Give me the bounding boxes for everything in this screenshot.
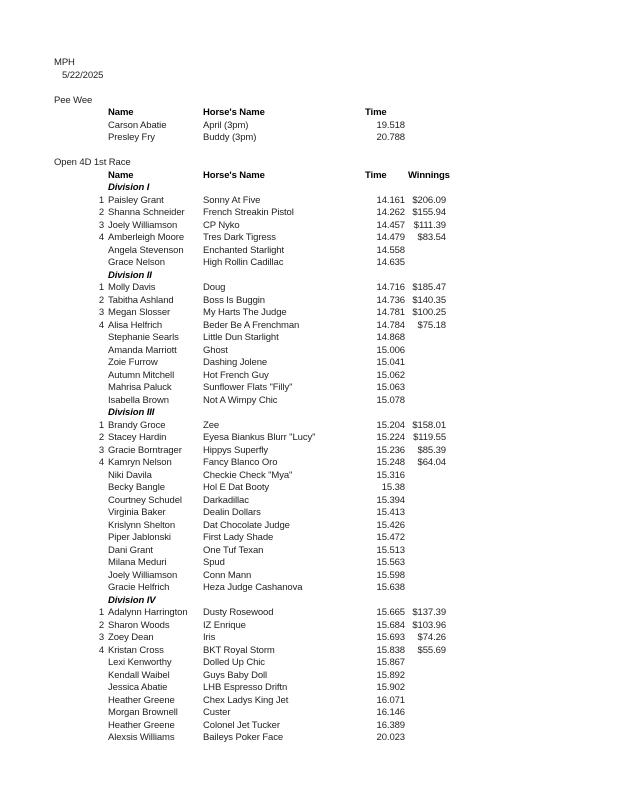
horse-name-cell: Boss Is Buggin: [203, 294, 265, 306]
table-row: [0, 657, 618, 670]
table-row: [0, 307, 618, 320]
place-cell: [0, 182, 104, 195]
winnings-cell: [405, 120, 446, 133]
table-row: [0, 282, 618, 295]
winnings-cell: $155.94: [412, 207, 446, 218]
place-cell: [0, 345, 104, 358]
time-cell: 14.558: [376, 244, 405, 256]
place-cell: [0, 682, 104, 695]
time-cell: 15.394: [376, 494, 405, 506]
horse-name-cell: BKT Royal Storm: [203, 644, 275, 656]
place-cell: 4: [98, 232, 104, 243]
winnings-cell: [405, 520, 446, 533]
time-cell: 16.146: [376, 707, 405, 718]
rider-name-cell: Molly Davis: [108, 282, 156, 293]
place-cell: [0, 570, 104, 583]
horse-name-cell: Ghost: [203, 344, 228, 356]
horse-name-cell: Custer: [203, 707, 231, 718]
time-cell: 14.479: [376, 232, 405, 243]
rider-name-cell: Morgan Brownell: [108, 707, 178, 718]
place-cell: 2: [98, 207, 104, 218]
time-cell: Time: [365, 169, 387, 181]
horse-name-cell: Hot French Guy: [203, 369, 269, 381]
division-row: [0, 407, 618, 420]
rider-name-cell: Heather Greene: [108, 719, 175, 731]
rider-name-cell: Gracie Helfrich: [108, 582, 170, 593]
winnings-cell: $185.47: [412, 282, 446, 293]
horse-name-cell: Horse's Name: [203, 107, 265, 118]
winnings-cell: [405, 257, 446, 270]
place-cell: [0, 107, 104, 120]
place-cell: [0, 132, 104, 145]
time-cell: 15.236: [376, 444, 405, 456]
time-cell: 15.472: [376, 532, 405, 543]
place-cell: [0, 270, 104, 283]
place-cell: [0, 532, 104, 545]
section-title: Open 4D 1st Race: [54, 157, 131, 168]
winnings-cell: [405, 107, 446, 120]
time-cell: 15.598: [376, 569, 405, 581]
winnings-cell: [405, 495, 446, 508]
place-cell: [0, 370, 104, 383]
time-cell: 15.062: [376, 369, 405, 381]
time-cell: 15.063: [376, 382, 405, 393]
horse-name-cell: One Tuf Texan: [203, 544, 264, 556]
place-cell: [0, 170, 104, 183]
time-cell: 15.413: [376, 507, 405, 518]
division-row: [0, 182, 618, 195]
rider-name-cell: Virginia Baker: [108, 507, 166, 518]
winnings-cell: [405, 382, 446, 395]
table-row: [0, 620, 618, 633]
winnings-cell: $111.39: [413, 219, 446, 231]
time-cell: 15.563: [376, 557, 405, 568]
horse-name-cell: IZ Enrique: [203, 619, 246, 631]
table-row: [0, 382, 618, 395]
place-cell: [0, 482, 104, 495]
table-row: [0, 632, 618, 645]
rider-name-cell: Autumn Mitchell: [108, 369, 175, 381]
winnings-cell: [405, 670, 446, 683]
horse-name-cell: My Harts The Judge: [203, 307, 287, 318]
horse-name-cell: Dolled Up Chic: [203, 657, 265, 668]
place-cell: [0, 470, 104, 483]
place-cell: [0, 695, 104, 708]
horse-name-cell: Hol E Dat Booty: [203, 482, 270, 493]
table-row: [0, 432, 618, 445]
winnings-cell: [405, 470, 446, 483]
time-cell: 15.248: [376, 457, 405, 468]
time-cell: 15.684: [376, 619, 405, 631]
place-cell: 1: [98, 607, 104, 618]
time-cell: Time: [365, 107, 387, 118]
time-cell: 15.638: [376, 582, 405, 593]
time-cell: 14.262: [376, 207, 405, 218]
rider-name-cell: Mahrisa Paluck: [108, 382, 172, 393]
rider-name-cell: Niki Davila: [108, 469, 152, 481]
winnings-cell: [405, 720, 446, 733]
horse-name-cell: Colonel Jet Tucker: [203, 719, 280, 731]
rider-name-cell: Kendall Waibel: [108, 669, 170, 681]
table-row: [0, 445, 618, 458]
table-row: [0, 670, 618, 683]
table-row: [0, 507, 618, 520]
winnings-cell: [405, 345, 446, 358]
table-row: [0, 132, 618, 145]
place-cell: 1: [98, 194, 104, 206]
time-cell: 14.784: [376, 319, 405, 331]
table-row: [0, 395, 618, 408]
horse-name-cell: Eyesa Biankus Blurr "Lucy": [203, 432, 316, 443]
place-cell: [0, 520, 104, 533]
horse-name-cell: Heza Judge Cashanova: [203, 582, 303, 593]
table-row: [0, 245, 618, 258]
place-cell: [0, 507, 104, 520]
time-cell: 15.078: [376, 394, 405, 406]
place-cell: [0, 245, 104, 258]
rider-name-cell: Heather Greene: [108, 694, 175, 706]
winnings-cell: $158.01: [412, 419, 446, 431]
winnings-cell: [405, 132, 446, 145]
table-row: [0, 570, 618, 583]
winnings-cell: $83.54: [417, 232, 446, 243]
winnings-cell: $85.39: [417, 444, 446, 456]
place-cell: 3: [98, 219, 104, 231]
table-row: [0, 420, 618, 433]
time-cell: 15.867: [376, 657, 405, 668]
horse-name-cell: Iris: [203, 632, 216, 643]
table-row: [0, 682, 618, 695]
time-cell: 15.513: [376, 544, 405, 556]
winnings-cell: Winnings: [408, 169, 450, 181]
place-cell: [0, 582, 104, 595]
division-row: [0, 270, 618, 283]
horse-name-cell: High Rollin Cadillac: [203, 257, 284, 268]
winnings-cell: [405, 582, 446, 595]
table-row: [0, 695, 618, 708]
place-cell: 3: [98, 444, 104, 456]
table-row: [0, 645, 618, 658]
time-cell: 14.868: [376, 332, 405, 343]
rider-name-cell: Joely Williamson: [108, 219, 178, 231]
winnings-cell: $137.39: [412, 607, 446, 618]
winnings-cell: $74.26: [417, 632, 446, 643]
rider-name-cell: Alexsis Williams: [108, 732, 175, 743]
horse-name-cell: First Lady Shade: [203, 532, 274, 543]
place-cell: 2: [98, 432, 104, 443]
winnings-cell: [405, 695, 446, 708]
place-cell: 2: [98, 294, 104, 306]
table-row: [0, 207, 618, 220]
horse-name-cell: French Streakin Pistol: [203, 207, 294, 218]
rider-name-cell: Gracie Borntrager: [108, 444, 182, 456]
place-cell: [0, 670, 104, 683]
table-row: [0, 320, 618, 333]
rider-name-cell: Zoey Dean: [108, 632, 154, 643]
time-cell: 14.736: [376, 294, 405, 306]
rider-name-cell: Kristan Cross: [108, 644, 164, 656]
horse-name-cell: Checkie Check "Mya": [203, 469, 293, 481]
winnings-cell: [405, 482, 446, 495]
place-cell: [0, 407, 104, 420]
winnings-cell: [405, 545, 446, 558]
rider-name-cell: Presley Fry: [108, 132, 155, 143]
winnings-cell: [405, 732, 446, 745]
time-cell: 19.518: [376, 119, 405, 131]
winnings-cell: [405, 357, 446, 370]
place-cell: [0, 720, 104, 733]
table-row: [0, 195, 618, 208]
rider-name-cell: Megan Slosser: [108, 307, 171, 318]
table-row: [0, 557, 618, 570]
winnings-cell: $206.09: [412, 194, 446, 206]
rider-name-cell: Sharon Woods: [108, 619, 170, 631]
table-row: [0, 470, 618, 483]
rider-name-cell: Dani Grant: [108, 544, 153, 556]
place-cell: 3: [98, 632, 104, 643]
horse-name-cell: Chex Ladys King Jet: [203, 694, 289, 706]
horse-name-cell: Horse's Name: [203, 169, 265, 181]
rider-name-cell: Shanna Schneider: [108, 207, 185, 218]
division-label: Division I: [108, 182, 150, 193]
rider-name-cell: Stephanie Searls: [108, 332, 179, 343]
horse-name-cell: Darkadillac: [203, 494, 249, 506]
horse-name-cell: LHB Espresso Driftn: [203, 682, 288, 693]
table-row: [0, 482, 618, 495]
division-label: Division II: [108, 269, 152, 281]
winnings-cell: $103.96: [412, 619, 446, 631]
rider-name-cell: Lexi Kenworthy: [108, 657, 172, 668]
horse-name-cell: Dusty Rosewood: [203, 607, 274, 618]
place-cell: [0, 707, 104, 720]
table-row: [0, 232, 618, 245]
doc-date: 5/22/2025: [62, 69, 104, 81]
place-cell: [0, 495, 104, 508]
place-cell: [0, 595, 104, 608]
winnings-cell: [405, 557, 446, 570]
place-cell: 4: [98, 319, 104, 331]
winnings-cell: $55.69: [417, 644, 446, 656]
winnings-cell: $119.55: [413, 432, 446, 443]
horse-name-cell: Hippys Superfly: [203, 444, 269, 456]
time-cell: 15.838: [376, 644, 405, 656]
horse-name-cell: Little Dun Starlight: [203, 332, 279, 343]
horse-name-cell: Spud: [203, 557, 225, 568]
winnings-cell: $140.35: [412, 294, 446, 306]
horse-name-cell: Enchanted Starlight: [203, 244, 285, 256]
place-cell: [0, 120, 104, 133]
place-cell: 3: [98, 307, 104, 318]
spacer: [0, 145, 618, 158]
time-cell: 15.665: [376, 607, 405, 618]
rider-name-cell: Paisley Grant: [108, 194, 164, 206]
rider-name-cell: Milana Meduri: [108, 557, 167, 568]
table-row: [0, 370, 618, 383]
rider-name-cell: Isabella Brown: [108, 394, 169, 406]
table-row: [0, 120, 618, 133]
winnings-cell: [405, 507, 446, 520]
winnings-cell: [405, 332, 446, 345]
winnings-cell: [405, 682, 446, 695]
table-row: [0, 495, 618, 508]
horse-name-cell: Sonny At Five: [203, 194, 261, 206]
rider-name-cell: Carson Abatie: [108, 119, 167, 131]
table-row: [0, 345, 618, 358]
table-row: [0, 532, 618, 545]
place-cell: [0, 657, 104, 670]
time-cell: 14.457: [376, 219, 405, 231]
horse-name-cell: Conn Mann: [203, 569, 252, 581]
winnings-cell: [405, 707, 446, 720]
time-cell: 15.902: [376, 682, 405, 693]
horse-name-cell: Baileys Poker Face: [203, 732, 284, 743]
horse-name-cell: Dashing Jolene: [203, 357, 268, 368]
header-row: [0, 107, 618, 120]
time-cell: 16.389: [376, 719, 405, 731]
table-row: [0, 357, 618, 370]
horse-name-cell: Dat Chocolate Judge: [203, 519, 290, 531]
rider-name-cell: Name: [108, 107, 134, 118]
rider-name-cell: Zoie Furrow: [108, 357, 158, 368]
place-cell: 1: [98, 419, 104, 431]
winnings-cell: [405, 532, 446, 545]
table-row: [0, 295, 618, 308]
division-label: Division IV: [108, 594, 156, 606]
horse-name-cell: Sunflower Flats "Filly": [203, 382, 293, 393]
division-label: Division III: [108, 407, 155, 418]
time-cell: 15.006: [376, 344, 405, 356]
place-cell: 1: [98, 282, 104, 293]
rider-name-cell: Angela Stevenson: [108, 244, 184, 256]
page-title: MPH: [54, 57, 75, 68]
horse-name-cell: Tres Dark Tigress: [203, 232, 276, 243]
winnings-cell: [405, 245, 446, 258]
place-cell: [0, 557, 104, 570]
rider-name-cell: Tabitha Ashland: [108, 294, 174, 306]
time-cell: 14.781: [376, 307, 405, 318]
winnings-cell: [405, 370, 446, 383]
time-cell: 14.716: [376, 282, 405, 293]
time-cell: 15.224: [376, 432, 405, 443]
time-cell: 20.788: [376, 132, 405, 143]
winnings-cell: $100.25: [412, 307, 446, 318]
horse-name-cell: Zee: [203, 419, 220, 431]
table-row: [0, 545, 618, 558]
rider-name-cell: Piper Jablonski: [108, 532, 171, 543]
winnings-cell: $75.18: [417, 319, 446, 331]
rider-name-cell: Joely Williamson: [108, 569, 178, 581]
rider-name-cell: Jessica Abatie: [108, 682, 168, 693]
table-row: [0, 720, 618, 733]
rider-name-cell: Kamryn Nelson: [108, 457, 172, 468]
place-cell: 4: [98, 644, 104, 656]
horse-name-cell: Beder Be A Frenchman: [203, 319, 300, 331]
rider-name-cell: Courtney Schudel: [108, 494, 182, 506]
header-row: [0, 170, 618, 183]
time-cell: 16.071: [376, 694, 405, 706]
horse-name-cell: Doug: [203, 282, 226, 293]
rider-name-cell: Name: [108, 169, 134, 181]
rider-name-cell: Amanda Marriott: [108, 344, 177, 356]
place-cell: [0, 545, 104, 558]
winnings-cell: $64.04: [417, 457, 446, 468]
time-cell: 15.426: [376, 519, 405, 531]
table-row: [0, 607, 618, 620]
place-cell: [0, 732, 104, 745]
section-title: Pee Wee: [54, 94, 93, 106]
horse-name-cell: Dealin Dollars: [203, 507, 261, 518]
place-cell: [0, 257, 104, 270]
place-cell: 4: [98, 457, 104, 468]
rider-name-cell: Becky Bangle: [108, 482, 165, 493]
rider-name-cell: Stacey Hardin: [108, 432, 167, 443]
time-cell: 14.161: [376, 194, 405, 206]
winnings-cell: [405, 657, 446, 670]
rider-name-cell: Adalynn Harrington: [108, 607, 188, 618]
sections-container: [0, 82, 618, 745]
rider-name-cell: Grace Nelson: [108, 257, 165, 268]
table-row: [0, 707, 618, 720]
time-cell: 15.693: [376, 632, 405, 643]
time-cell: 20.023: [376, 732, 405, 743]
place-cell: [0, 395, 104, 408]
division-row: [0, 595, 618, 608]
table-row: [0, 732, 618, 745]
time-cell: 14.635: [376, 257, 405, 268]
rider-name-cell: Krislynn Shelton: [108, 519, 176, 531]
place-cell: 2: [98, 619, 104, 631]
place-cell: [0, 382, 104, 395]
place-cell: [0, 357, 104, 370]
horse-name-cell: Guys Baby Doll: [203, 669, 268, 681]
time-cell: 15.204: [376, 419, 405, 431]
horse-name-cell: Buddy (3pm): [203, 132, 257, 143]
rider-name-cell: Amberleigh Moore: [108, 232, 185, 243]
place-cell: [0, 332, 104, 345]
table-row: [0, 457, 618, 470]
table-row: [0, 220, 618, 233]
horse-name-cell: Not A Wimpy Chic: [203, 394, 278, 406]
rider-name-cell: Brandy Groce: [108, 419, 166, 431]
winnings-cell: [405, 395, 446, 408]
horse-name-cell: CP Nyko: [203, 219, 240, 231]
time-cell: 15.316: [376, 469, 405, 481]
time-cell: 15.892: [376, 669, 405, 681]
table-row: [0, 257, 618, 270]
table-row: [0, 520, 618, 533]
spacer: [0, 82, 618, 95]
winnings-cell: [405, 570, 446, 583]
time-cell: 15.38: [381, 482, 405, 493]
rider-name-cell: Alisa Helfrich: [108, 319, 163, 331]
horse-name-cell: April (3pm): [203, 119, 249, 131]
table-row: [0, 332, 618, 345]
horse-name-cell: Fancy Blanco Oro: [203, 457, 278, 468]
time-cell: 15.041: [376, 357, 405, 368]
table-row: [0, 582, 618, 595]
